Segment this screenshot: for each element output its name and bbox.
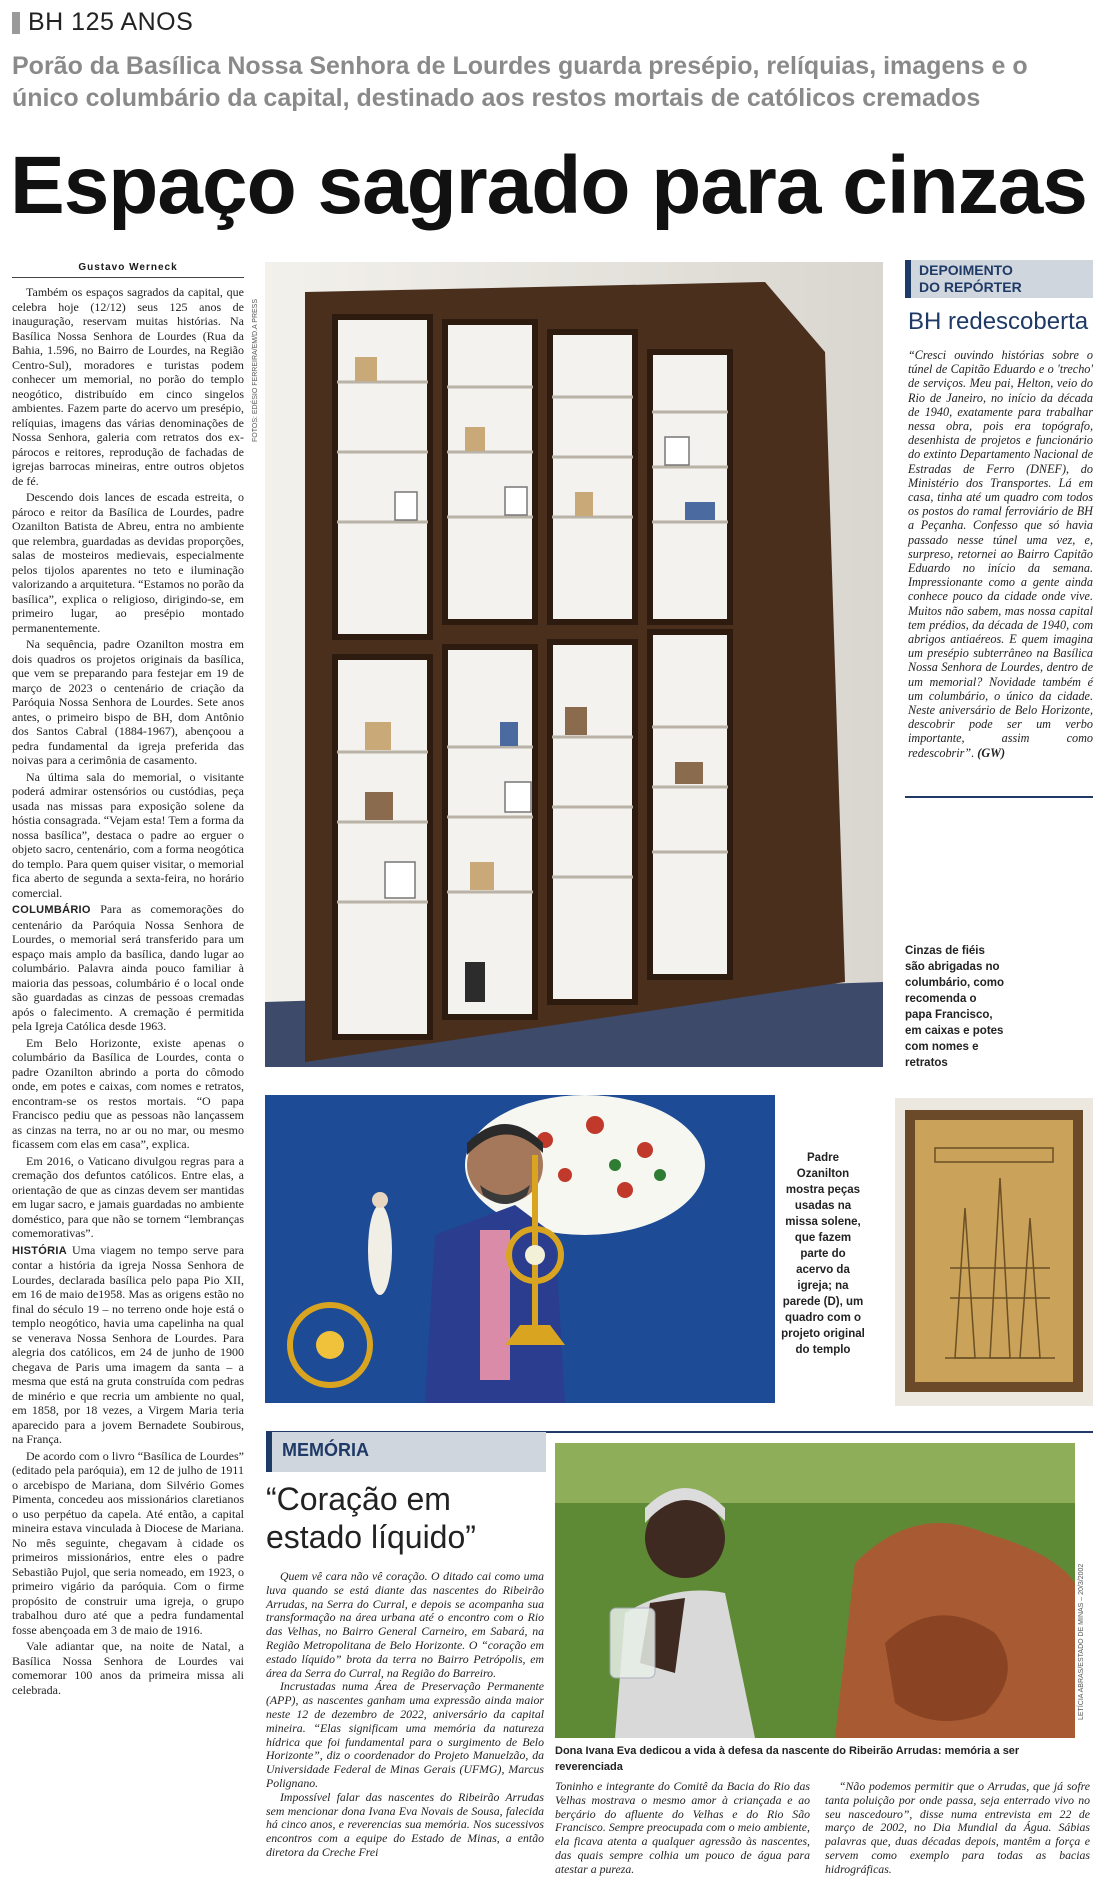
padre-illustration [265,1095,775,1403]
depoimento-tag-line1: DEPOIMENTO [919,262,1013,278]
caption-eva: Dona Ivana Eva dedicou a vida à defesa da nascente do Ribeirão Arrudas: memória a ser reverenciada [555,1745,1020,1773]
paragraph: Toninho e integrante do Comitê da Bacia do Rio das Velhas mostrava o mesmo amor à criançada e ao berçário do afluente do Velhas e do Rio São Francisco. Sempre preocupada com o meio ambiente, ela ficava atenta a qualquer agressão às nascentes, das quais sempre colhia um pouco de água para atestar a pureza. [555,1779,810,1876]
section-tag [12,8,193,37]
caption-padre: Padre Ozanilton mostra peças usadas na missa solene, que fazem parte do acervo da igreja; na parede (D), um quadro com o projeto original do templo [781,1152,865,1356]
columbarium-illustration [265,262,883,1067]
paragraph: Incrustadas numa Área de Preservação Permanente (APP), as nascentes ganham uma expressão ainda maior neste 12 de dezembro de 2022, aniversário da capital mineira. “Elas significam uma memória da natureza hídrica que foi fundamental para o surgimento de Belo Horizonte”, diz o coordenador do Projeto Manuelzão, da Universidade Federal de Minas Gerais (UFMG), Marcus Polignano. [266,1679,544,1790]
depoimento-body: “Cresci ouvindo histórias sobre o túnel de Capitão Eduardo e o 'trecho' de serviços. Meu pai, Helton, veio do Rio de Janeiro, no início da década de 1940, exatamente para trabalhar nessa obra, pois era topógrafo, desenhista de projetos e funcionário do extinto Departamento Nacional de Estradas de Ferro (DNEF), do Ministério dos Transportes. Lá em casa, tinha até um quadro com todos os postos do ramal ferroviário de BH a Peçanha. Confesso que só havia passado nesse túnel uma vez, e, surpreso, retornei ao Bairro Capitão Eduardo no início da semana. Impressionante como a gente ainda conhece pouco da cidade onde vive. Muitos não sabem, mas nossa capital tem prédios, da década de 1940, com abrigos antiaéreos. E quem imagina um presépio subterrâneo na Basílica Nossa Senhora de Lourdes, dentro de um memorial? Novidade também é um columbário, o único da cidade. Neste aniversário de Belo Horizonte, descobrir pode ser um verbo importante, assim como redescobrir”. [908,348,1093,760]
eva-illustration [555,1443,1075,1738]
paragraph: Quem vê cara não vê coração. O ditado cai como uma luva quando se está diante das nascentes do Ribeirão Arrudas, na Serra do Curral, e depois se acompanha sua transformação na área urbana até o encontro com o Rio das Velhas, no Bairro General Carneiro, em Sabará, na Região Metropolitana de Belo Horizonte. O “coração em estado líquido” brota da terra no Bairro Petrópolis, em área da Serra do Curral, na Região do Barreiro. [266,1569,544,1680]
paragraph: Em 2016, o Vaticano divulgou regras para a cremação dos defuntos católicos. Entre elas, a orientação de que as cinzas devem ser mantidas em lugar sacro, e jamais guardadas no ambiente doméstico, para que não se tornem “lembranças comemorativas”. [12,1153,244,1240]
paragraph [12,902,244,1034]
headline: Espaço sagrado para cinzas [10,140,1087,231]
depoimento-title: BH redescoberta [908,308,1089,335]
project-frame-illustration [895,1098,1093,1406]
columbarium-photo [265,262,883,1067]
depoimento-tag [905,260,1093,298]
section-label: BH 125 ANOS [28,8,194,36]
paragraph-text: Para as comemorações do centenário da Paróquia Nossa Senhora de Lourdes, o memorial será transferido para um espaço mais amplo da basílica, dando lugar ao columbário. Palavra ainda pouco familiar à maioria das pessoas, columbário é o local onde são guardadas as cinzas de pessoas cremadas após o falecimento. A cremação é permitida pela Igreja Católica desde 1963. [12,902,244,1033]
depoimento-text [908,348,1093,760]
paragraph-text: Uma viagem no tempo serve para contar a história da igreja Nossa Senhora de Lourdes, declarada basílica pelo papa Pio XII, em 16 de maio de1958. Mas as origens estão no final do século 19 – no terreno onde hoje está o templo neogótico, havia uma capelinha na qual se venerava Nossa Senhora de Lourdes. Para alegria dos católicos, em 24 de junho de 1900 chegava de Paris uma imagem da santa – a mesma que está na gruta construída com pedras de minério e que recria um ambiente no qual, em 1858, por 18 vezes, a Virgem Maria teria aparecido para a jovem Bernadete Soubirous, na França. [12,1242,244,1446]
lead-in-columbario: COLUMBÁRIO [12,904,91,916]
depoimento-tag-line2: DO REPÓRTER [919,279,1022,295]
photo-credit: FOTOS: EDÉSIO FERREIRA/EM/D.A PRESS [252,298,259,442]
paragraph: Em Belo Horizonte, existe apenas o columbário da Basílica de Lourdes, conta o padre Ozanilton abrindo a porta do cômodo onde, em potes e caixas, com nomes e retratos, encontram-se os restos mortais. “O papa Francisco pediu que as pessoas não lançassem as cinzas na terra, no ar ou no mar, ou mesmo ficassem com elas em casa”, explica. [12,1035,244,1151]
padre-photo [265,1095,775,1403]
memoria-tag: MEMÓRIA [266,1432,546,1472]
depoimento-rule [905,796,1093,798]
paragraph: Também os espaços sagrados da capital, que celebra hoje (12/12) seus 125 anos de inauguração, reservam muitas histórias. Na Basílica Nossa Senhora de Lourdes (Rua da Bahia, 1.596, no Bairro de Lourdes, na Região Centro-Sul), moradores e turistas podem conhecer um memorial, no porão do templo neogótico, distribuído em cinco singelos ambientes. Fazem parte do acervo um presépio, relíquias, imagens das várias denominações de Nossa Senhora, galeria com retratos dos ex-párocos e reitores, reprodução de fachadas de igrejas barrocas mineiras, entre outros objetos de fé. [12,285,244,488]
memoria-photo-credit: LETÍCIA ABRAS/ESTADO DE MINAS – 20/3/2002 [1078,1563,1085,1720]
paragraph: Na última sala do memorial, o visitante poderá admirar ostensórios ou custódias, peça usada nas missas para exposição solene da hóstia consagrada. “Vejam esta! Tem a forma da nossa basílica”, destaca o padre ao erguer o objeto sacro, centenário, com a forma neogótica do templo. Para quem quiser visitar, o memorial fica aberto de segunda a sexta-feira, no horário comercial. [12,769,244,900]
eva-photo [555,1443,1075,1738]
paragraph: Descendo dois lances de escada estreita, o pároco e reitor da Basílica de Lourdes, padre Ozanilton Batista de Abreu, entra no ambiente que relembra, guardadas as devidas proporções, salas de mosteiros medievais, especialmente pelos tijolos aparentes no teto e iluminação valorizando a arquitetura. “Estamos no porão da basílica”, explica o religioso, dirigindo-se, em primeiro lugar, ao presépio montado permanentemente. [12,490,244,635]
memoria-column-1 [266,1570,544,1860]
byline: Gustavo Werneck [12,262,244,278]
caption-main: Cinzas de fiéis são abrigadas no columbário, como recomenda o papa Francisco, em caixas e potes com nomes e retratos [905,945,1005,1069]
paragraph: Vale adiantar que, na noite de Natal, a Basílica Nossa Senhora de Lourdes vai comemorar 100 anos da primeira missa ali celebrada. [12,1639,244,1697]
article-body [12,285,244,1699]
paragraph: Impossível falar das nascentes do Ribeirão Arrudas sem mencionar dona Ivana Eva Novais de Sousa, falecida há cinco anos, e reverencias sua memória. Nos sucessivos encontros com a equipe do Estado de Minas, a então diretora da Creche Frei [266,1789,544,1859]
paragraph [12,1243,244,1447]
memoria-column-2 [555,1780,810,1877]
paragraph: De acordo com o livro “Basílica de Lourdes” (editado pela paróquia), em 12 de julho de 1911 o arcebispo de Mariana, dom Silvério Gomes Pimenta, concedeu aos missionários claretianos o uso perpétuo da capela. Até então, a capital mineira estava vinculada à Diocese de Mariana. No mês seguinte, chegavam à cidade os primeiros missionários, entre eles o padre Sebastião Pujol, que seria nomeado, em 1923, o primeiro vigário da paróquia. Com o firme propósito de construir uma igreja, o grupo trabalhou duro até que a pedra fundamental fosse abençoada em 3 de maio de 1916. [12,1448,244,1637]
kicker: Porão da Basílica Nossa Senhora de Lourdes guarda presépio, relíquias, imagens e o único columbário da capital, destinado aos restos mortais de católicos cremados [12,52,1028,112]
depoimento-signature: (GW) [974,745,1006,760]
memoria-column-3 [825,1780,1090,1877]
paragraph: “Não podemos permitir que o Arrudas, que já sofre tanta poluição por onde passa, seja enterrado vivo no seu nascedouro”, disse numa entrevista em 22 de março de 2002, no Dia Mundial da Água. Sábias palavras que, duas décadas depois, mantêm a força e servem como exemplo para todas as bacias hidrográficas. [825,1779,1090,1876]
memoria-title: “Coração em estado líquido” [266,1481,476,1555]
paragraph: Na sequência, padre Ozanilton mostra em dois quadros os projetos originais da basílica, que vem se preparando para festejar em 19 de março de 2023 o centenário de criação da Paróquia Nossa Senhora de Lourdes. Sete anos antes, o primeiro bispo de BH, dom Antônio dos Santos Cabral (1884-1967), abençoou a pedra fundamental da igreja preferida das noivas para a cerimônia de casamento. [12,637,244,767]
project-frame-photo [895,1098,1093,1406]
lead-in-historia: HISTÓRIA [12,1244,67,1257]
section-bar [12,12,20,34]
